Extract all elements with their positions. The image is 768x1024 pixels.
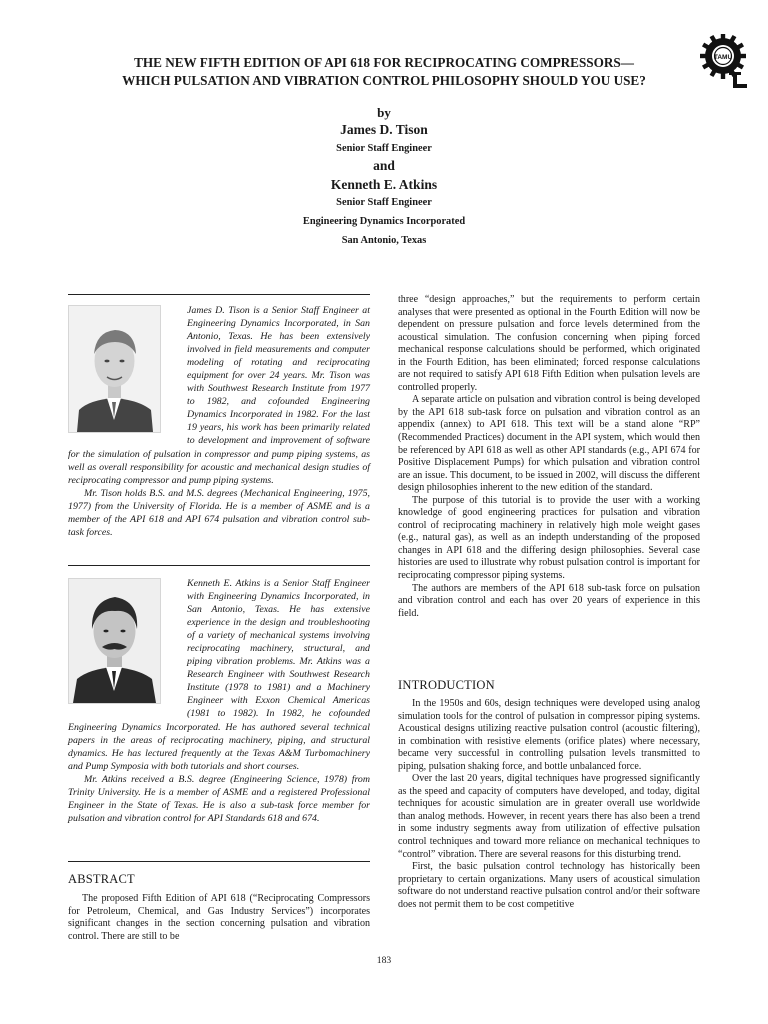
byline-by: by xyxy=(377,105,391,120)
author-2-bio xyxy=(68,577,370,825)
author-1-name: James D. Tison xyxy=(340,122,428,137)
abstract-paragraph-1: The proposed Fifth Edition of API 618 (“Reciprocating Compressors for Petroleum, Chemical, and Gas Industry Services”) incorporates significant changes in the section concerning pulsation and vibration control. There are still to be xyxy=(68,893,370,942)
right-paragraph-2: A separate article on pulsation and vibration control is being developed by the API 618 sub-task force on pulsation and vibration control as an appendix (annex) to API 618. This text will be a stand alone “RP” (Recommended Practices) document in the API system, which would then be referenced by API 618 as well as other API standards (e.g., API 674 for Positive Displacement Pumps) for which pulsation and vibration control are an issue. This document, to be issued in 2002, will discuss the different design philosophies inherent to the new edition of the standard. xyxy=(398,394,700,494)
right-paragraph-4: The authors are members of the API 618 sub-task force on pulsation and vibration control and each has over 20 years of experience in this field. xyxy=(398,582,700,619)
abstract-heading: ABSTRACT xyxy=(68,872,135,886)
author-2-role: Senior Staff Engineer xyxy=(336,197,432,208)
company-location: San Antonio, Texas xyxy=(341,235,427,246)
right-column-body-intro xyxy=(398,698,700,911)
author-1-bio-paragraph-1: James D. Tison is a Senior Staff Engineer at Engineering Dynamics Incorporated, in San Antonio, Texas. He has been extensively involved in field measurements and computer modeling of rotating and reciprocating equipment for over 24 years. Mr. Tison was with Southwest Research Institute from 1977 to 1982, and cofounded Engineering Dynamics Incorporated in 1982. For the last 19 years, his work has been primarily related to development and improvement of software for the simulation of pulsation in compressor and pump piping systems, as well as overall responsibility for acoustic and mechanical design studies of reciprocating compressor and pump piping systems. xyxy=(68,305,370,486)
logo-text: TAMU xyxy=(713,54,733,61)
introduction-heading: INTRODUCTION xyxy=(398,678,495,692)
author-2-photo xyxy=(68,578,161,704)
author-1-bio xyxy=(68,304,370,539)
portrait-icon xyxy=(69,306,160,432)
right-column-body-top xyxy=(398,294,700,620)
right-paragraph-7: First, the basic pulsation control technology has historically been proprietary to certain organizations. Many users of acoustical simulation software do not understand reactive pulsation control and/or their software does not permit them to be cost competitive xyxy=(398,861,700,910)
author-1-bio-paragraph-2: Mr. Tison holds B.S. and M.S. degrees (Mechanical Engineering, 1975, 1977) from the University of Florida. He is a member of ASME and is a member of the API 618 and API 674 pulsation and vibration control sub-task forces. xyxy=(68,487,370,538)
symposium-logo-icon xyxy=(699,34,749,90)
paper-title xyxy=(40,54,728,90)
byline-and: and xyxy=(373,158,395,173)
portrait-icon xyxy=(69,579,160,703)
author-2-bio-paragraph-1: Kenneth E. Atkins is a Senior Staff Engineer with Engineering Dynamics Incorporated, in San Antonio, Texas. He has extensive experience in the design and troubleshooting of a variety of mechanical systems involving reciprocating machinery, structural, and piping vibration problems. Mr. Atkins was a Research Engineer with Southwest Research Institute (1978 to 1981) and a Machinery Engineer with Exxon Chemical Americas (1981 to 1982). In 1982, he cofounded Engineering Dynamics Incorporated. He has authored several technical papers in the areas of reciprocating machinery, piping, and structural dynamics. He has lectured frequently at the Texas A&M Turbomachinery and Pump Symposia with both tutorials and short courses. xyxy=(68,578,370,772)
right-paragraph-1: three “design approaches,” but the requirements to perform certain analyses that were presented as optional in the Fourth Edition will now be dependent on pressure pulsation and force levels determined from the acoustical simulation. The confusion concerning when piping forced mechanical response calculations should be performed, which originated in the Fourth Edition, has been eliminated; forced response calculations are not required to satisfy API 618 Fifth Edition when pulsation levels are controlled properly. xyxy=(398,294,700,393)
author-2-name: Kenneth E. Atkins xyxy=(330,177,438,192)
abstract-body xyxy=(68,893,370,943)
right-paragraph-6: Over the last 20 years, digital techniques have progressed significantly as the speed and capacity of computers have developed, and today, digital techniques for acoustic simulation are in greater overall use worldwide than analog methods. However, in recent years there has also been a trend in some industry segments away from utilization of effective pulsation control techniques and toward more reliance on mechanical techniques to “control” vibration. There are several reasons for this disturbing trend. xyxy=(398,773,700,860)
right-paragraph-5: In the 1950s and 60s, design techniques were developed using analog simulation tools for the control of pulsation in compressor piping systems. Acoustical designs utilizing reactive pulsation control (acoustic filtering), in combination with resistive elements (orifice plates) where necessary, became very successful in controlling pulsation levels transmitted to piping, pulsation shaking force, and bottle unbalanced force. xyxy=(398,698,700,772)
author-1-photo xyxy=(68,305,161,433)
divider-top xyxy=(68,294,370,295)
company-name: Engineering Dynamics Incorporated xyxy=(302,216,466,227)
divider-middle xyxy=(68,565,370,566)
author-2-bio-paragraph-2: Mr. Atkins received a B.S. degree (Engineering Science, 1978) from Trinity University. He is a member of ASME and a registered Professional Engineer in the State of Texas. He is also a sub-task force member for pulsation and vibration control for API Standards 618 and 674. xyxy=(68,773,370,824)
title-line-1: THE NEW FIFTH EDITION OF API 618 FOR RECIPROCATING COMPRESSORS— xyxy=(134,55,634,70)
right-paragraph-3: The purpose of this tutorial is to provide the user with a working knowledge of good engineering practices for pulsation and vibration control of reciprocating machinery in relatively high mole weight gases (e.g., natural gas), as well as an indepth understanding of the proposed changes in API 618 and the differing design philosophies. Several case histories are used to illustrate why robust pulsation control is important for reciprocating compressor piping systems. xyxy=(398,494,700,582)
title-line-2: WHICH PULSATION AND VIBRATION CONTROL PHILOSOPHY SHOULD YOU USE? xyxy=(122,73,646,88)
divider-bottom xyxy=(68,861,370,862)
author-1-role: Senior Staff Engineer xyxy=(336,143,432,154)
page-number: 183 xyxy=(376,955,392,966)
